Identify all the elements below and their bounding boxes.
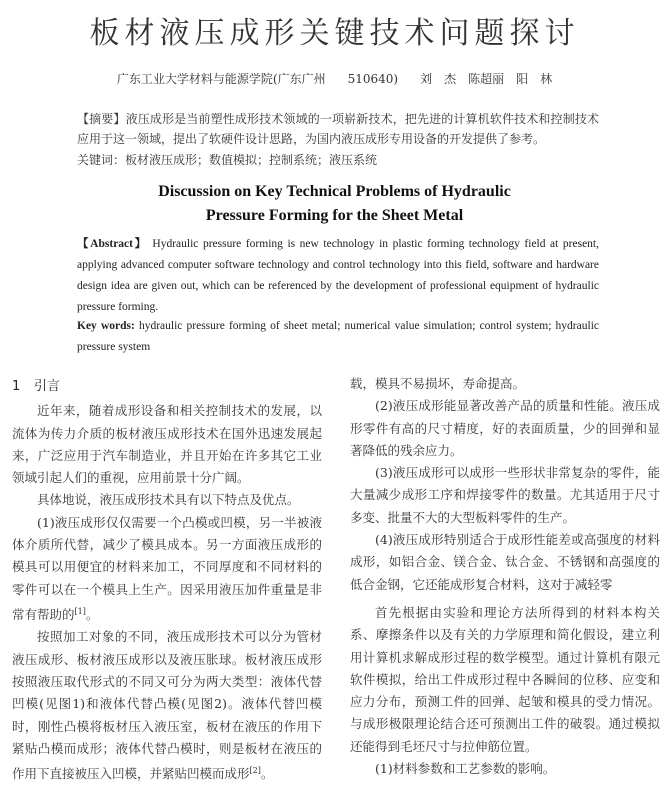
abstract-en-text: Hydraulic pressure forming is new technology in plastic forming technology field at present, applying advanced computer software technology and control technology into this field, software and hardware design idea are given out, which can be referenced by the development of professional equipment of hydraulic pressure forming.: [77, 238, 599, 313]
right-column: [350, 373, 660, 780]
abstract-en-label: 【Abstract】: [77, 238, 148, 250]
paragraph: 载，模具不易损坏，寿命提高。: [350, 376, 526, 391]
keywords-en-text: hydraulic pressure forming of sheet metal; numerical value simulation; control system; hydraulic pressure system: [77, 320, 599, 353]
author-line: [0, 70, 669, 87]
paragraph: (1)材料参数和工艺参数的影响。: [375, 761, 556, 777]
paragraph: 近年来，随着成形设备和相关控制技术的发展，以流体为传力介质的板材液压成形技术在国外迅速发展起来，广泛应用于汽车制造业，并且开始在许多其它工业领域引起人们的重视，应用前景十分广阔。: [12, 403, 322, 486]
paragraph: (1)液压成形仅仅需要一个凸模或凹模，另一半被液体介质所代替，减少了模具成本。另一方面液压成形的模具可以用便宜的材料来加工，不同厚度和不同材料的零件可以在一个模具上生产。因采用液压加件重量是非常有帮助的[1]。: [12, 514, 322, 623]
paragraph: (2)液压成形能显著改善产品的质量和性能。液压成形零件有高的尺寸精度，好的表面质量，少的回弹和显著降低的残余应力。: [350, 398, 660, 458]
keywords-en-label: Key words:: [77, 320, 135, 332]
abstract-cn-text: 液压成形是当前塑性成形技术领域的一项崭新技术，把先进的计算机软件技术和控制技术应用于这一领域，提出了软硬件设计思路，为国内液压成形专用设备的开发提供了参考。: [77, 112, 599, 146]
keywords-en: [77, 316, 599, 358]
paragraph: 按照加工对象的不同，液压成形技术可以分为管材液压成形、板材液压成形以及液压胀球。板材液压成形按照液压取代形式的不同又可分为两大类型：液体代替凹模(见图1)和液体代替凸模(见图2)。液体代替凹模时，刚性凸模将板材压入液压室，板材在液压的作用下紧贴凸模而成形；液体代替凸模时，则是板材在液压的作用下直接被压入凹模，并紧贴凹模而成形[2]。: [12, 629, 322, 782]
keywords-cn: [77, 151, 599, 169]
keywords-cn-text: 板材液压成形；数值模拟；控制系统；液压系统: [125, 153, 378, 167]
paper-title-en-line1: Discussion on Key Technical Problems of Hydraulic: [158, 183, 511, 200]
citation: [1]: [74, 606, 86, 616]
abstract-en: [77, 234, 599, 318]
paragraph-text: (1)液压成形仅仅需要一个凸模或凹模，另一半被液体介质所代替，减少了模具成本。另一方面液压成形的模具可以用便宜的材料来加工，不同厚度和不同材料的零件可以在一个模具上生产。因采用液压加件重量是非常有帮助的: [12, 514, 322, 623]
paper-title-cn: 板材液压成形关键技术问题探讨: [89, 16, 580, 51]
paper-title-en-line2: Pressure Forming for the Sheet Metal: [205, 207, 464, 224]
keywords-cn-label: 关键词：: [77, 153, 126, 167]
postcode: 510640): [347, 72, 399, 86]
abstract-cn-label: 【摘要】: [77, 112, 126, 126]
paper-title-en: [0, 180, 669, 228]
paragraph: 具体地说，液压成形技术具有以下特点及优点。: [37, 492, 300, 508]
section-number: 1: [12, 379, 21, 394]
author-names: 刘 杰 陈超丽 阳 林: [420, 72, 553, 86]
paragraph: 首先根据由实验和理论方法所得到的材料本构关系、摩擦条件以及有关的力学原理和简化假设，建立利用计算机求解成形过程的数学模型。通过计算机有限元软件模拟，给出工件成形过程中各瞬间的位移、应变和应力分布，预测工件的回弹、起皱和模具的受力情况。与成形极限理论结合还可预测出工件的破裂。通过模拟还能得到毛坯尺寸与拉伸筋位置。: [350, 604, 660, 754]
section-heading: [12, 376, 322, 398]
abstract-cn: [77, 109, 599, 149]
left-column: [12, 376, 322, 786]
paragraph-text: 按照加工对象的不同，液压成形技术可以分为管材液压成形、板材液压成形以及液压胀球。板材液压成形按照液压取代形式的不同又可分为两大类型：液体代替凹模(见图1)和液体代替凸模(见图2)。液体代替凹模时，刚性凸模将板材压入液压室，板材在液压的作用下紧贴凸模而成形；液体代替凸模时，则是板材在液压的作用下直接被压入凹模，并紧贴凹模而成形: [12, 629, 322, 782]
paragraph: (4)液压成形特别适合于成形性能差或高强度的材料成形，如铝合金、镁合金、钛合金、不锈钢和高强度的低合金钢，它还能成形复合材料，这对于减轻零: [350, 532, 660, 592]
paragraph: (3)液压成形可以成形一些形状非常复杂的零件，能大量减少成形工序和焊接零件的数量。尤其适用于尺寸多变、批量不大的大型板料零件的生产。: [350, 465, 660, 525]
citation: [2]: [249, 766, 261, 776]
section-title: 引言: [34, 379, 61, 394]
affiliation: 广东工业大学材料与能源学院(广东广州: [116, 72, 326, 86]
